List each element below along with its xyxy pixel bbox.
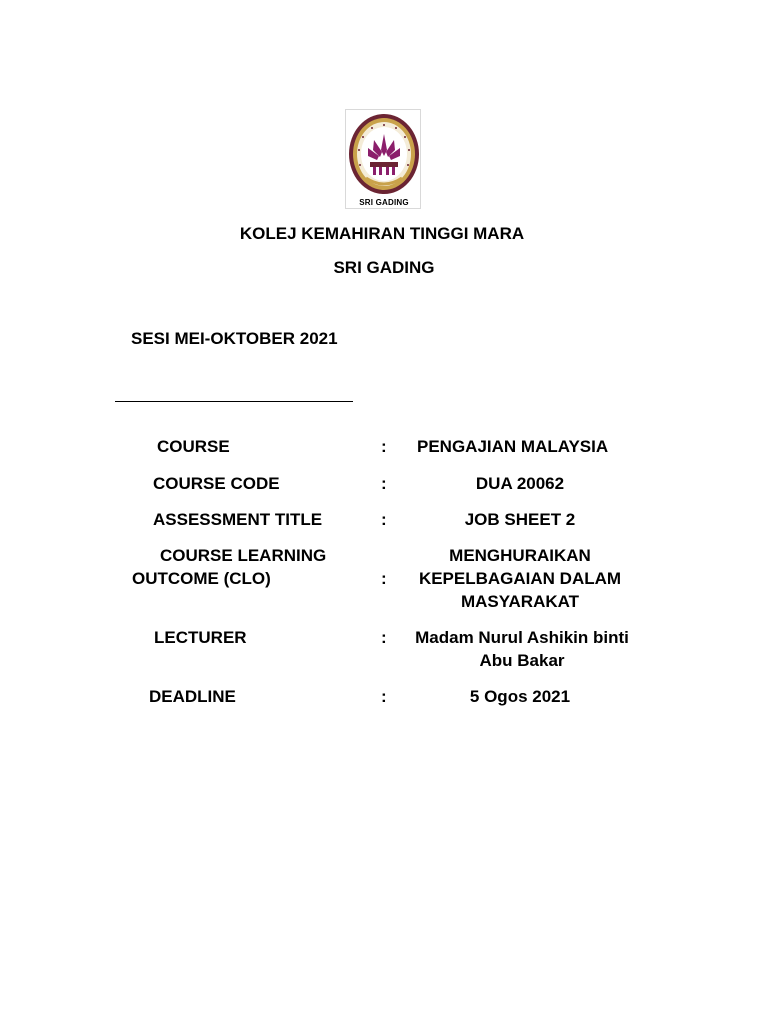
separator-colon: :: [381, 437, 387, 456]
separator-colon: :: [381, 569, 387, 588]
lecturer-value-line1: Madam Nurul Ashikin binti: [415, 628, 629, 647]
separator-colon: :: [381, 510, 387, 529]
lecturer-label: LECTURER: [154, 628, 247, 647]
clo-value-line3: MASYARAKAT: [460, 592, 580, 611]
institution-name: KOLEJ KEMAHIRAN TINGGI MARA: [239, 224, 525, 243]
course-label: COURSE: [157, 437, 230, 456]
clo-label-line2: OUTCOME (CLO): [132, 569, 271, 588]
college-crest-icon: [346, 110, 422, 198]
assessment-title-value: JOB SHEET 2: [464, 510, 576, 529]
signature-line: [115, 401, 353, 402]
course-value: PENGAJIAN MALAYSIA: [417, 437, 609, 456]
clo-value-line1: MENGHURAIKAN: [449, 546, 591, 565]
assessment-title-label: ASSESSMENT TITLE: [153, 510, 323, 529]
course-code-label: COURSE CODE: [153, 474, 280, 493]
session-label: SESI MEI-OKTOBER 2021: [131, 329, 338, 348]
campus-name: SRI GADING: [333, 258, 435, 277]
separator-colon: :: [381, 474, 387, 493]
lecturer-value-line2: Abu Bakar: [479, 651, 565, 670]
course-code-value: DUA 20062: [475, 474, 565, 493]
deadline-label: DEADLINE: [149, 687, 236, 706]
clo-value-line2: KEPELBAGAIAN DALAM: [418, 569, 622, 588]
college-logo: [345, 109, 421, 209]
separator-colon: :: [381, 687, 387, 706]
separator-colon: :: [381, 628, 387, 647]
clo-label-line1: COURSE LEARNING: [160, 546, 327, 565]
logo-caption: SRI GADING: [359, 198, 409, 207]
deadline-value: 5 Ogos 2021: [469, 687, 571, 706]
